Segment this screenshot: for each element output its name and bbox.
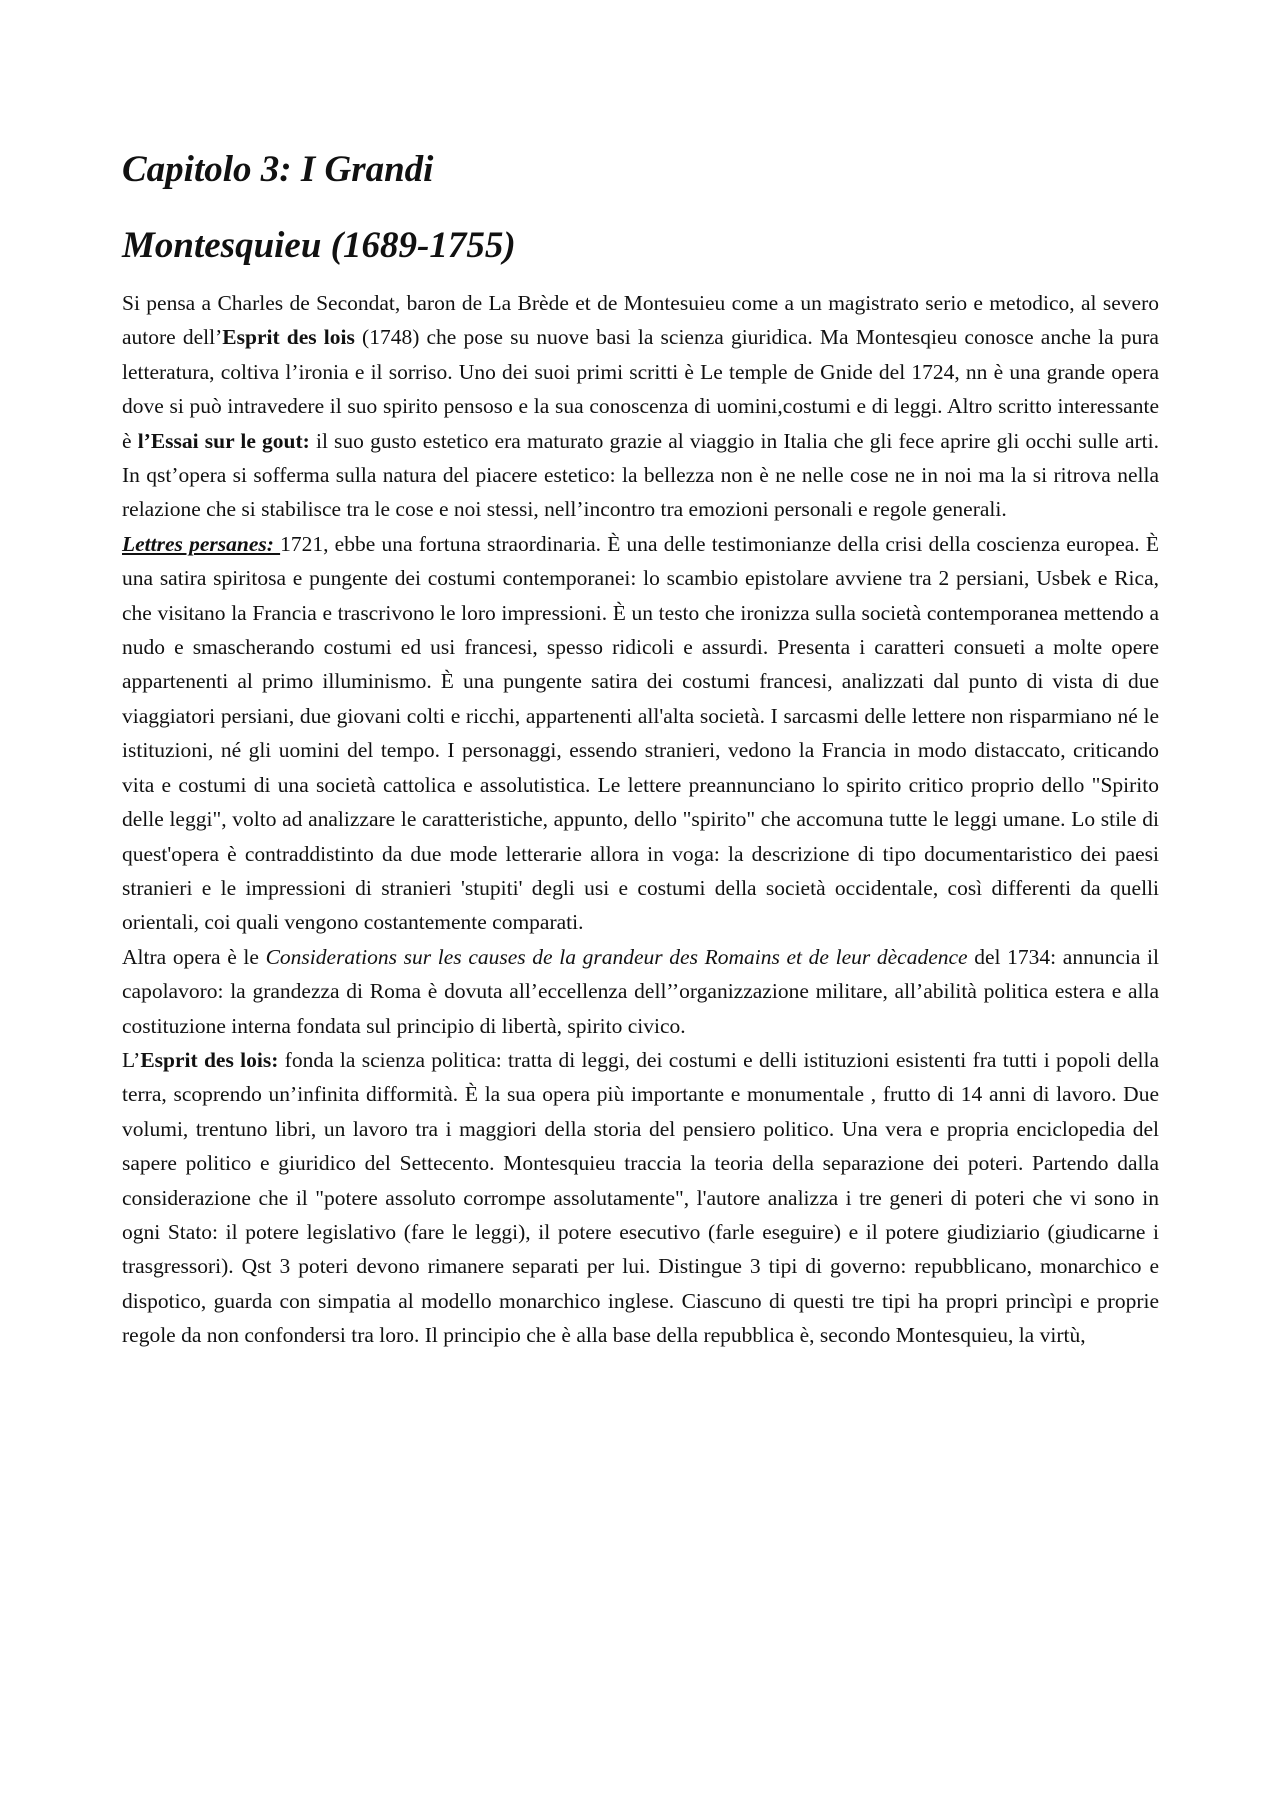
text-run: L’ — [122, 1047, 141, 1072]
page-content — [122, 148, 1159, 1353]
underlined-work-title: Lettres persanes: — [122, 531, 281, 556]
section-title: Montesquieu (1689-1755) — [122, 225, 516, 266]
text-run: 1721, ebbe una fortuna straordinaria. È una delle testimonianze della crisi della coscienza europea. È una satira spiritosa e pungente dei costumi contemporanei: lo scambio epistolare avviene tra 2 persiani, Usbek e Rica, che visitano la Francia e trascrivono le loro impressioni. È un testo che ironizza sulla società contemporanea mettendo a nudo e smascherando costumi ed usi francesi, spesso ridicoli e assurdi. Presenta i caratteri consueti a molte opere appartenenti al primo illuminismo. È una pungente satira dei costumi francesi, analizzati dal punto di vista di due viaggiatori persiani, due giovani colti e ricchi, appartenenti all'alta società. I sarcasmi delle lettere non risparmiano né le istituzioni, né gli uomini del tempo. I personaggi, essendo stranieri, vedono la Francia in modo distaccato, criticando vita e costumi di una società cattolica e assolutistica. Le lettere preannunciano lo spirito critico proprio dello "Spirito delle leggi", volto ad analizzare le caratteristiche, appunto, dello "spirito" che accomuna tutte le leggi umane. Lo stile di quest'opera è contraddistinto da due mode letterarie allora in voga: la descrizione di tipo documentaristico dei paesi stranieri e le impressioni di stranieri 'stupiti' degli usi e costumi della società occidentale, così differenti da quelli orientali, coi quali vengono costantemente comparati. — [122, 531, 1160, 935]
paragraph-esprit-des-lois — [122, 1043, 1159, 1353]
text-run: il suo gusto estetico era maturato grazie al viaggio in Italia che gli fece aprire gli occhi sulle arti. In qst’opera si sofferma sulla natura del piacere estetico: la bellezza non è ne nelle cose ne in noi ma la si ritrova nella relazione che si stabilisce tra le cose e noi stessi, nell’incontro tra emozioni personali e regole generali. — [122, 428, 1159, 522]
paragraph-considerations — [122, 940, 1159, 1043]
text-run: fonda la scienza politica: tratta di leggi, dei costumi e delli istituzioni esistenti fra tutti i popoli della terra, scoprendo un’infinita difformità. È la sua opera più importante e monumentale , frutto di 14 anni di lavoro. Due volumi, trentuno libri, un lavoro tra i maggiori della storia del pensiero politico. Una vera e propria enciclopedia del sapere politico e giuridico del Settecento. Montesquieu traccia la teoria della separazione dei poteri. Partendo dalla considerazione che il "potere assoluto corrompe assolutamente", l'autore analizza i tre generi di poteri che vi sono in ogni Stato: il potere legislativo (fare le leggi), il potere esecutivo (farle eseguire) e il potere giudiziario (giudicarne i trasgressori). Qst 3 poteri devono rimanere separati per lui. Distingue 3 tipi di governo: repubblicano, monarchico e dispotico, guarda con simpatia al modello monarchico inglese. Ciascuno di questi tre tipi ha propri princìpi e proprie regole da non confondersi tra loro. Il principio che è alla base della repubblica è, secondo Montesquieu, la virtù, — [122, 1047, 1159, 1348]
italic-work-title: Considerations sur les causes de la grandeur des Romains et de leur dècadence — [265, 944, 968, 969]
text-run: Altra opera è le — [122, 944, 266, 969]
chapter-title: Capitolo 3: I Grandi — [122, 149, 434, 190]
text-run: (1748) che pose su nuove basi la scienza giuridica. Ma Montesqieu conosce anche la pura letteratura, coltiva l’ironia e il sorriso. Uno dei suoi primi scritti è Le temple de Gnide del 1724, nn è una grande opera dove si può intravedere il suo spirito pensoso e la sua conoscenza di uomini,costumi e di leggi. Altro scritto interessante è — [122, 325, 1159, 453]
paragraph-lettres-persanes — [122, 527, 1159, 940]
bold-work-title: Esprit des lois — [222, 325, 355, 350]
bold-work-title: l’Essai sur le gout: — [137, 428, 310, 453]
paragraph-intro — [122, 286, 1159, 527]
text-run: Si pensa a Charles de Secondat, baron de La Brède et de Montesuieu come a un magistrato serio e metodico, al severo autore dell’ — [122, 291, 1159, 350]
text-run: del 1734: annuncia il capolavoro: la grandezza di Roma è dovuta all’eccellenza dell’’organizzazione militare, all’abilità politica estera e alla costituzione interna fondata sul principio di libertà, spirito civico. — [122, 944, 1160, 1038]
bold-work-title: Esprit des lois: — [140, 1047, 279, 1072]
